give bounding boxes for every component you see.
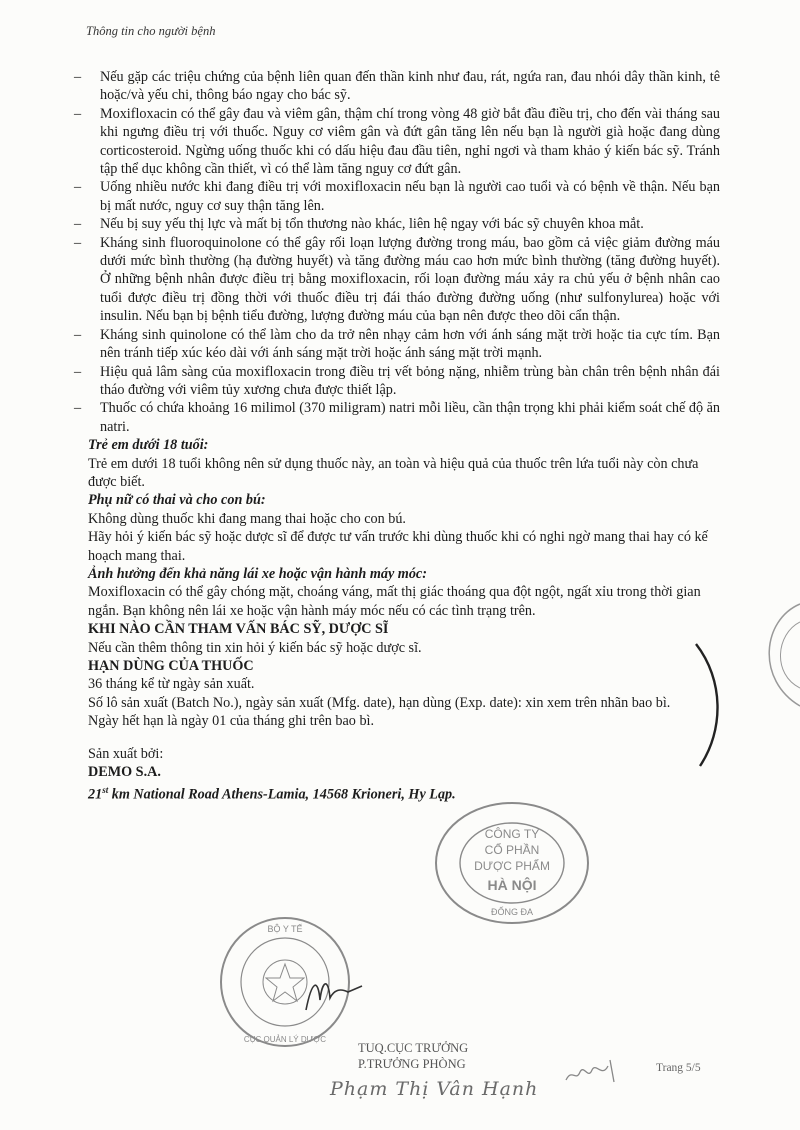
manufacturer-name: DEMO S.A. <box>88 764 161 781</box>
pregnancy-text-2: Hãy hỏi ý kiến bác sỹ hoặc dược sĩ để được tư vấn trước khi dùng thuốc khi có nghi ngờ mang thai hay có kế hoạch mang thai. <box>88 529 708 564</box>
bullet-dash: – <box>74 69 82 85</box>
running-header: Thông tin cho người bệnh <box>86 24 216 38</box>
page-number: Trang 5/5 <box>656 1062 701 1074</box>
signature-mark <box>300 970 370 1020</box>
children-text: Trẻ em dưới 18 tuổi không nên sử dụng thuốc này, an toàn và hiệu quả của thuốc trên lứa tuổi này còn chưa được biết. <box>88 455 699 490</box>
signer-name: Phạm Thị Vân Hạnh <box>330 1078 539 1100</box>
stamp-line-3: DƯỢC PHẨM <box>474 859 550 873</box>
list-item <box>74 363 720 400</box>
warning-text: Nếu gặp các triệu chứng của bệnh liên quan đến thần kinh như đau, rát, ngứa ran, đau nhói dây thần kinh, tê hoặc/và yếu chi, thông báo ngay cho bác sỹ. <box>100 69 720 104</box>
shelf-life-text-3: Ngày hết hạn là ngày 01 của tháng ghi trên bao bì. <box>88 713 375 730</box>
bullet-dash: – <box>74 234 82 251</box>
warnings-list <box>74 68 720 436</box>
signature-block <box>330 1040 468 1072</box>
bullet-dash: – <box>74 105 82 122</box>
shelf-life-text-2: Số lô sản xuất (Batch No.), ngày sản xuất (Mfg. date), hạn dùng (Exp. date): xin xem trên nhãn bao bì. <box>88 694 671 711</box>
pregnancy-heading: Phụ nữ có thai và cho con bú: <box>88 492 266 509</box>
stamp-line-1: CÔNG TY <box>484 827 540 841</box>
children-heading: Trẻ em dưới 18 tuổi: <box>88 437 209 454</box>
warning-text: Kháng sinh quinolone có thể làm cho da trở nên nhạy cảm hơn với ánh sáng mặt trời hoặc tia cực tím. Bạn nên tránh tiếp xúc kéo dài với ánh sáng mặt trời hoặc ánh sáng mặt trời mạnh. <box>100 326 720 362</box>
ministry-ring-top: BỘ Y TẾ <box>267 924 303 934</box>
shelf-life-text-1: 36 tháng kể từ ngày sản xuất. <box>88 676 255 693</box>
bullet-dash: – <box>74 400 82 417</box>
ministry-ring-bottom: CỤC QUẢN LÝ DƯỢC <box>243 1035 327 1044</box>
shelf-life-heading: HẠN DÙNG CỦA THUỐC <box>88 658 254 674</box>
list-item <box>74 178 720 215</box>
list-item <box>74 215 720 233</box>
list-item <box>74 68 720 105</box>
driving-heading: Ảnh hưởng đến khả năng lái xe hoặc vận hành máy móc: <box>88 565 427 582</box>
edge-arc-mark <box>690 640 730 775</box>
signature-line-1: TUQ.CỤC TRƯỞNG <box>358 1041 469 1055</box>
stamp-ring-bottom: ĐỐNG ĐA <box>490 907 534 917</box>
bullet-dash: – <box>74 179 82 196</box>
driving-text: Moxifloxacin có thể gây chóng mặt, choáng váng, mất thị giác thoáng qua đột ngột, ngất xỉu trong thời gian ngắn. Bạn không nên lái xe hoặc vận hành máy móc nếu có các tình trạng trên. <box>88 584 701 619</box>
initials-mark <box>562 1050 622 1090</box>
warning-text: Thuốc có chứa khoảng 16 milimol (370 miligram) natri mỗi liều, cần thận trọng khi phải kiểm soát chế độ ăn natri. <box>100 400 720 435</box>
manufacturer-address: 21st km National Road Athens-Lamia, 14568 Krioneri, Hy Lạp. <box>88 785 456 804</box>
edge-stamp-fragment <box>742 600 800 715</box>
warning-text: Uống nhiều nước khi đang điều trị với moxifloxacin nếu bạn là người cao tuổi và có bệnh về thận. Nếu bạn bị mất nước, nguy cơ suy thận tăng lên. <box>100 179 720 214</box>
warning-text: Kháng sinh fluoroquinolone có thể gây rối loạn lượng đường trong máu, bao gồm cả việc giảm đường máu dưới mức bình thường (hạ đường huyết) và tăng đường máu cao hơn mức bình thường (tăng đường huyết). Ở những bệnh nhân được điều trị bằng moxifloxacin, rối loạn đường máu xảy ra chủ yếu ở bệnh nhân cao tuổi được điều trị đồng thời với thuốc điều trị đái tháo đường đường uống (như sulfonylurea) hoặc với insulin. Nếu bạn bị bệnh tiểu đường, lượng đường máu của bạn nên được theo dõi cẩn thận. <box>100 234 720 325</box>
company-stamp <box>432 798 592 928</box>
stamp-line-4: HÀ NỘI <box>487 877 537 893</box>
warning-text: Hiệu quả lâm sàng của moxifloxacin trong điều trị vết bỏng nặng, nhiễm trùng bàn chân trên bệnh nhân đái tháo đường với viêm tủy xương chưa được thiết lập. <box>100 363 720 398</box>
bullet-dash: – <box>74 216 82 233</box>
stamp-line-2: CỔ PHẦN <box>484 843 540 857</box>
list-item <box>74 399 720 436</box>
list-item <box>74 326 720 363</box>
consult-text: Nếu cần thêm thông tin xin hỏi ý kiến bác sỹ hoặc dược sĩ. <box>88 639 422 656</box>
pregnancy-text-1: Không dùng thuốc khi đang mang thai hoặc cho con bú. <box>88 510 406 527</box>
list-item <box>74 105 720 179</box>
warning-text: Moxifloxacin có thể gây đau và viêm gân, thậm chí trong vòng 48 giờ bắt đầu điều trị, cho đến vài tháng sau khi ngưng điều trị với thuốc. Nguy cơ viêm gân và đứt gân tăng lên nếu bạn là người già hoặc đang dùng corticosteroid. Ngừng uống thuốc khi có dấu hiệu đau đầu tiên, nghỉ ngơi và tham khảo ý kiến bác sỹ. Tránh tập thể dục không cần thiết, vì có thể làm tăng nguy cơ đứt gân. <box>100 105 720 178</box>
signature-line-2: P.TRƯỞNG PHÒNG <box>358 1057 466 1071</box>
warning-text: Nếu bị suy yếu thị lực và mất bị tổn thương nào khác, liên hệ ngay với bác sỹ chuyên khoa mắt. <box>100 216 644 233</box>
manufacturer-label: Sản xuất bởi: <box>88 745 164 762</box>
consult-heading: KHI NÀO CẦN THAM VẤN BÁC SỸ, DƯỢC SĨ <box>88 621 389 638</box>
bullet-dash: – <box>74 363 82 380</box>
bullet-dash: – <box>74 326 82 343</box>
document-body <box>74 68 720 805</box>
list-item <box>74 234 720 326</box>
